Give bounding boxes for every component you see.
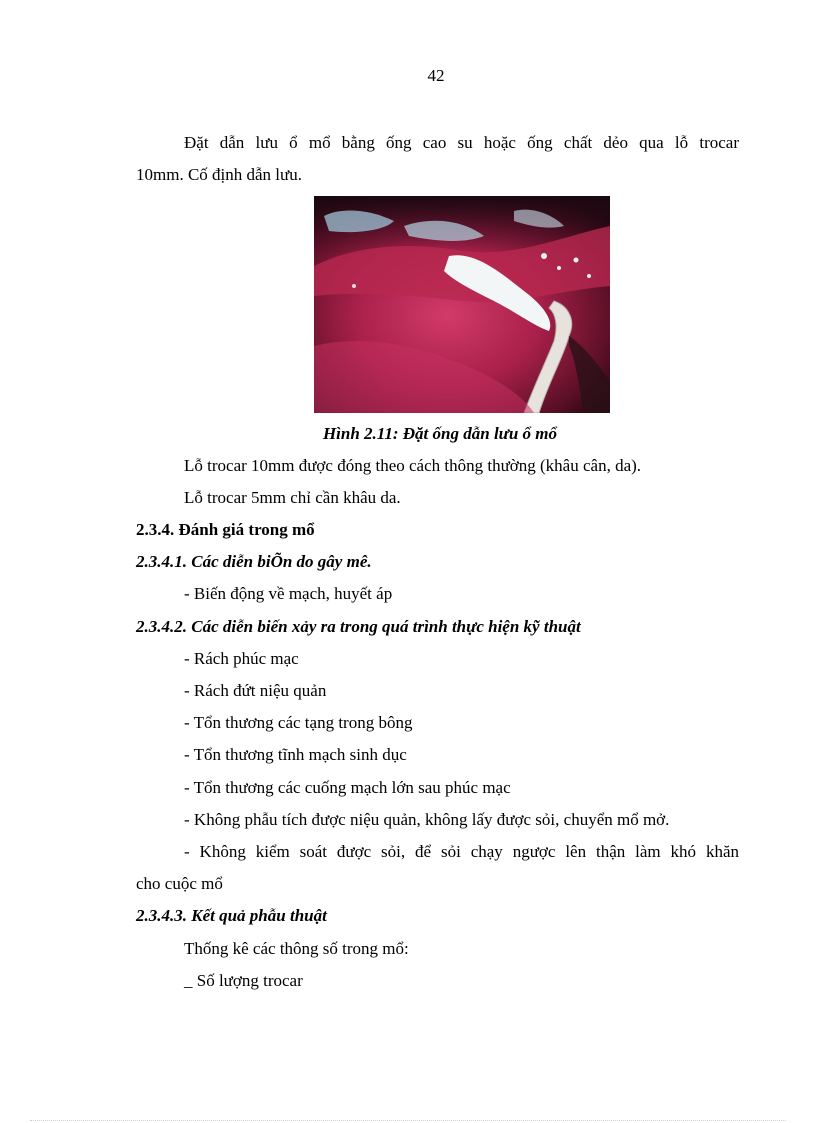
list-item: - Tổn thương tĩnh mạch sinh dục — [184, 745, 407, 764]
stone-item-line1: - Không kiểm soát được sỏi, để sỏi chạy ngược lên thận làm khó khăn — [184, 842, 739, 861]
stone-item-line2: cho cuộc mổ — [136, 874, 223, 893]
page-bottom-rule — [30, 1120, 786, 1121]
list-item: _ Số lượng trocar — [184, 971, 303, 990]
list-item: - Không phẫu tích được niệu quản, không lấy được sỏi, chuyển mổ mở. — [184, 810, 670, 829]
section-heading-2-3-4-3: 2.3.4.3. Kết quả phẫu thuật — [136, 906, 327, 925]
surgical-drain-illustration — [314, 196, 610, 413]
stats-intro-text: Thống kê các thông số trong mổ: — [184, 939, 409, 958]
list-item: - Tổn thương các tạng trong bông — [184, 713, 413, 732]
surgical-drain-photo — [314, 196, 610, 413]
list-item: - Rách phúc mạc — [184, 649, 299, 668]
list-item: - Rách đứt niệu quản — [184, 681, 327, 700]
section-heading-2-3-4-1: 2.3.4.1. Các diễn biÕn do gây mê. — [136, 552, 372, 571]
closure-5mm-text: Lỗ trocar 5mm chỉ cần khâu da. — [184, 488, 401, 507]
intro-paragraph-line2: 10mm. Cố định dẫn lưu. — [136, 165, 302, 184]
page-number: 42 — [427, 66, 445, 85]
figure-caption: Hình 2.11: Đặt ống dẫn lưu ổ mổ — [322, 424, 558, 443]
closure-10mm-text: Lỗ trocar 10mm được đóng theo cách thông thường (khâu cân, da). — [184, 456, 642, 475]
intro-paragraph-line1: Đặt dẫn lưu ổ mổ bằng ống cao su hoặc ống chất dẻo qua lỗ trocar — [184, 133, 739, 152]
list-item: - Biến động về mạch, huyết áp — [184, 584, 393, 603]
list-item: - Tổn thương các cuống mạch lớn sau phúc mạc — [184, 778, 511, 797]
section-heading-2-3-4: 2.3.4. Đánh giá trong mổ — [136, 520, 315, 539]
section-heading-2-3-4-2: 2.3.4.2. Các diễn biến xảy ra trong quá trình thực hiện kỹ thuật — [136, 617, 581, 636]
